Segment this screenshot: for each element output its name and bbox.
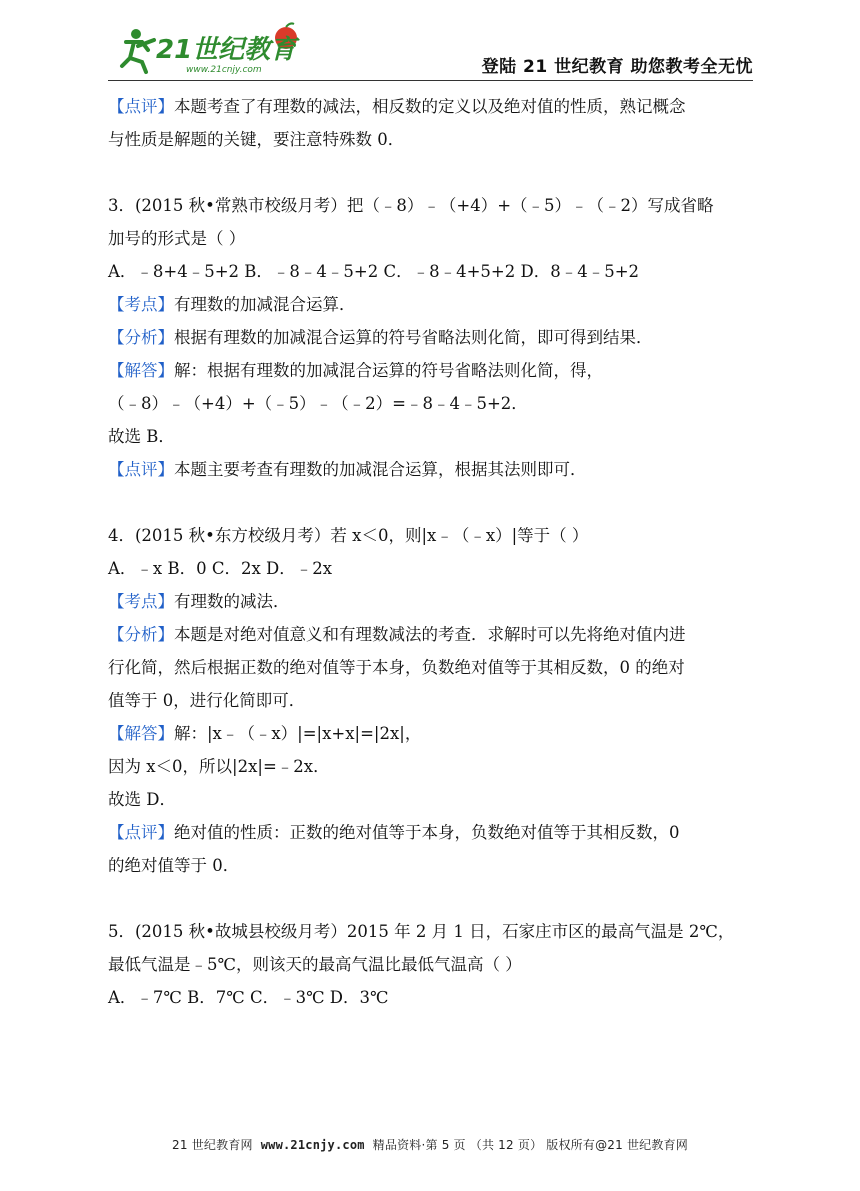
question-5-stem: 5．(2015 秋•故城县校级月考）2015 年 2 月 1 日，石家庄市区的最高气温是 2℃， xyxy=(108,922,735,941)
q4-fenxi: 【分析】本题是对绝对值意义和有理数减法的考查．求解时可以先将绝对值内进 xyxy=(108,625,686,644)
question-3-options: A．﹣8+4﹣5+2 B．﹣8﹣4﹣5+2 C．﹣8﹣4+5+2 D．8﹣4﹣5+2 xyxy=(108,262,640,281)
logo-url: www.21cnjy.com xyxy=(186,65,262,75)
tag-label: 【点评】 xyxy=(108,823,174,842)
page-footer xyxy=(0,1136,860,1153)
q3-jieda: 【解答】解：根据有理数的加减混合运算的符号省略法则化简，得， xyxy=(108,361,603,380)
tag-label: 【解答】 xyxy=(108,724,174,743)
logo-21cnjy xyxy=(108,20,308,80)
q4-answer: 故选 D． xyxy=(108,790,176,809)
q4-kaodian: 【考点】有理数的减法． xyxy=(108,592,290,611)
tag-label: 【考点】 xyxy=(108,592,174,611)
question-3-stem: 3．(2015 秋•常熟市校级月考）把（﹣8）﹣（+4）+（﹣5）﹣（﹣2）写成省略 xyxy=(108,196,714,215)
tag-label: 【点评】 xyxy=(108,97,174,116)
question-3-stem-cont: 加号的形式是（ ） xyxy=(108,229,246,248)
page-content xyxy=(108,90,753,1014)
tag-label: 【分析】 xyxy=(108,328,174,347)
q4-fenxi-line3: 值等于 0，进行化简即可． xyxy=(108,691,306,710)
page-header xyxy=(108,20,753,80)
question-5-options: A．﹣7℃ B．7℃ C．﹣3℃ D．3℃ xyxy=(108,988,389,1007)
q3-jieda-line2: （﹣8）﹣（+4）+（﹣5）﹣（﹣2）=﹣8﹣4﹣5+2． xyxy=(108,394,528,413)
q4-dianping-line2: 的绝对值等于 0． xyxy=(108,856,240,875)
q3-fenxi: 【分析】根据有理数的加减混合运算的符号省略法则化简，即可得到结果． xyxy=(108,328,653,347)
q4-jieda: 【解答】解：|x﹣（﹣x）|=|x+x|=|2x|， xyxy=(108,724,422,743)
q4-fenxi-line2: 行化简，然后根据正数的绝对值等于本身，负数绝对值等于其相反数，0 的绝对 xyxy=(108,658,685,677)
question-4-stem: 4．(2015 秋•东方校级月考）若 x＜0，则|x﹣（﹣x）|等于（ ） xyxy=(108,526,589,545)
header-slogan: 登陆 21 世纪教育 助您教考全无忧 xyxy=(481,57,753,77)
footer-site-link[interactable]: www.21cnjy.com xyxy=(260,1138,365,1152)
question-4-options: A．﹣x B．0 C．2x D．﹣2x xyxy=(108,559,333,578)
q3-kaodian: 【考点】有理数的加减混合运算． xyxy=(108,295,356,314)
q4-dianping: 【点评】绝对值的性质：正数的绝对值等于本身，负数绝对值等于其相反数，0 xyxy=(108,823,680,842)
tag-label: 【解答】 xyxy=(108,361,174,380)
question-5-stem-cont: 最低气温是﹣5℃，则该天的最高气温比最低气温高（ ） xyxy=(108,955,522,974)
header-divider xyxy=(108,80,753,81)
footer-right: 精品资料·第 5 页 （共 12 页） 版权所有@21 世纪教育网 xyxy=(372,1138,688,1152)
tag-label: 【点评】 xyxy=(108,460,174,479)
logo-text: 21世纪教育 xyxy=(156,35,297,65)
comment-line: 【点评】本题考查了有理数的减法，相反数的定义以及绝对值的性质，熟记概念 xyxy=(108,97,686,116)
q3-dianping: 【点评】本题主要考查有理数的加减混合运算，根据其法则即可． xyxy=(108,460,587,479)
q3-answer: 故选 B． xyxy=(108,427,175,446)
q4-jieda-line2: 因为 x＜0，所以|2x|=﹣2x． xyxy=(108,757,330,776)
footer-left: 21 世纪教育网 xyxy=(172,1138,253,1152)
tag-label: 【考点】 xyxy=(108,295,174,314)
tag-label: 【分析】 xyxy=(108,625,174,644)
text-line: 与性质是解题的关键，要注意特殊数 0． xyxy=(108,130,405,149)
